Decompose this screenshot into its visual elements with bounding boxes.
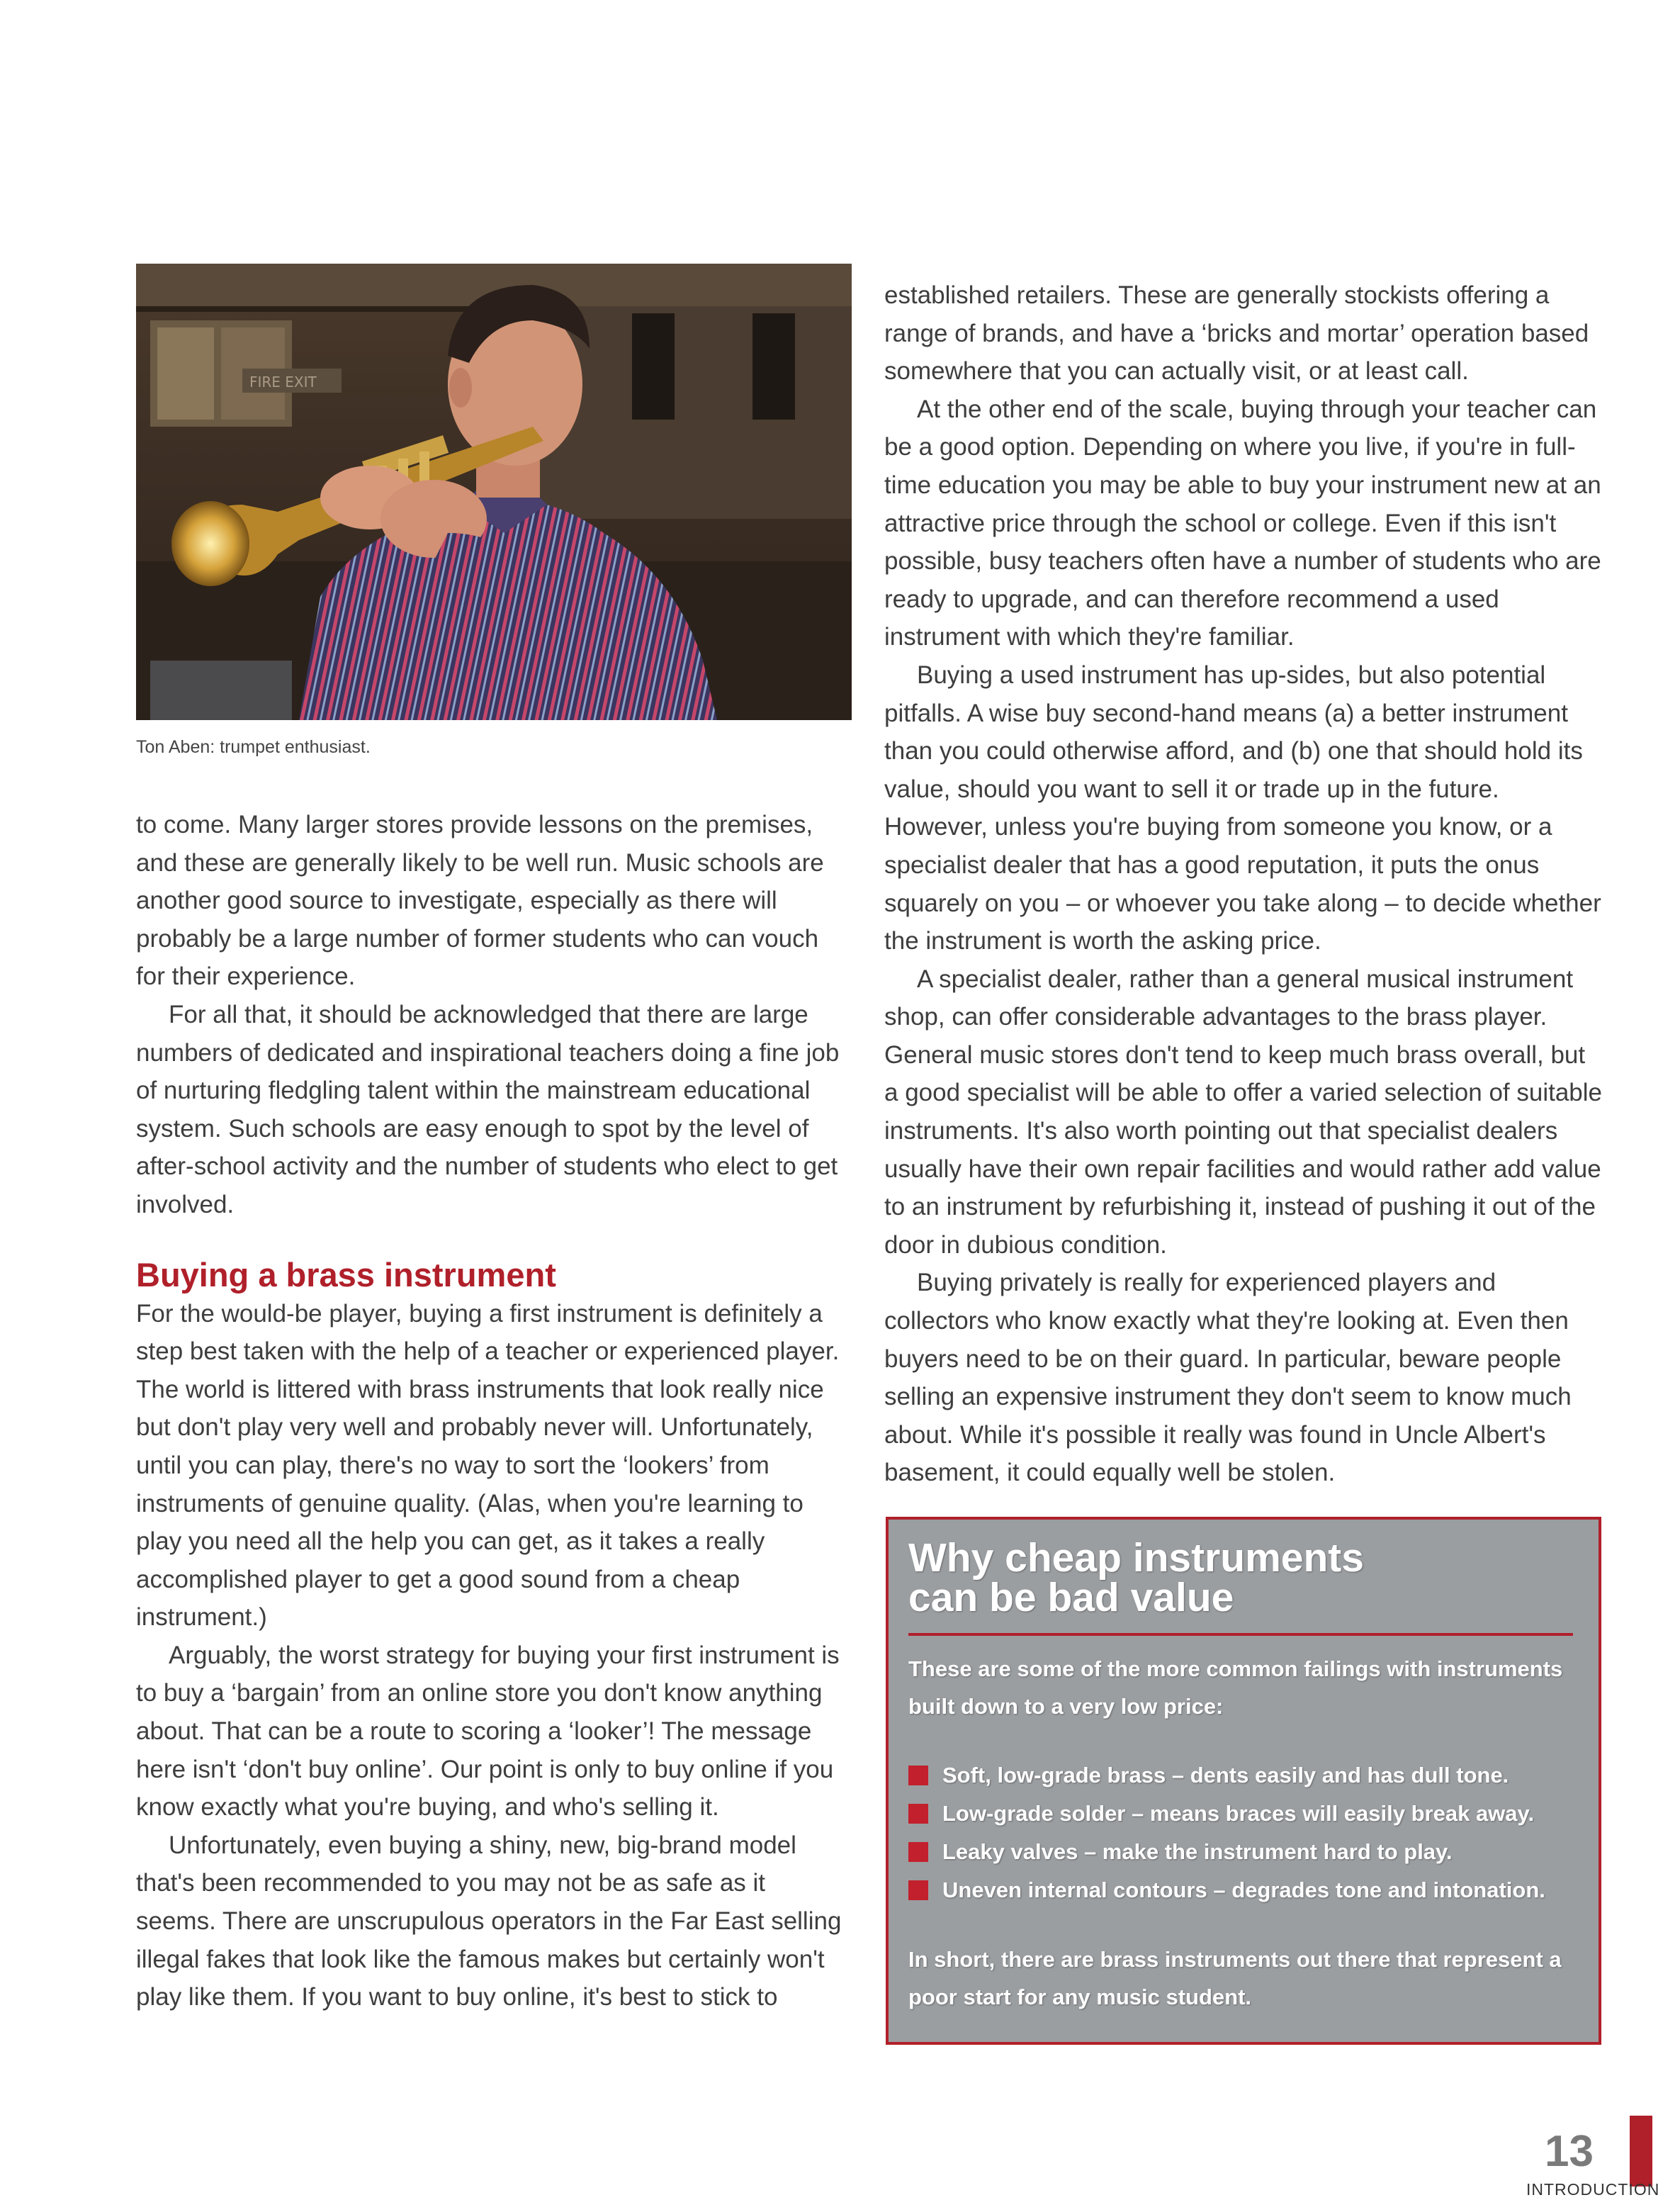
square-bullet-icon: [908, 1842, 928, 1862]
body-paragraph: For all that, it should be acknowledged that there are large numbers of dedicated and inspirational teachers doing a fine job of nurturing fledgling talent within the mainstream educational system. Such schools are easy enough to spot by the level of after-school activity and the number of students who elect to get involved.: [136, 1000, 840, 1218]
sidebar-title: [908, 1535, 1573, 1620]
body-paragraph: Arguably, the worst strategy for buying your first instrument is to buy a ‘bargain’ from an online store you don't know anything about. That can be a route to scoring a ‘looker’! The message here isn't ‘don't buy online’. Our point is only to buy online if you know exactly what you're buying, and who's selling it.: [136, 1641, 840, 1822]
sidebar-title-line2: can be bad value: [908, 1575, 1234, 1620]
fire-exit-sign: FIRE EXIT: [249, 374, 317, 391]
right-column: [884, 276, 1603, 1492]
list-item-text: Uneven internal contours – degrades tone and intonation.: [942, 1878, 1545, 1902]
body-paragraph: For the would-be player, buying a first instrument is definitely a step best taken with the help of a teacher or experienced player. The world is littered with brass instruments that look really nice but don't play very well and probably never will. Unfortunately, until you can play, there's no way to sort the ‘lookers’ from instruments of genuine quality. (Alas, when you're learning to play you need all the help you can get, as it takes a really accomplished player to get a good sound from a cheap instrument.): [136, 1299, 840, 1632]
square-bullet-icon: [908, 1804, 928, 1824]
photo-caption: Ton Aben: trumpet enthusiast.: [136, 737, 371, 757]
list-item: [908, 1833, 1573, 1871]
square-bullet-icon: [908, 1880, 928, 1900]
body-paragraph: At the other end of the scale, buying through your teacher can be a good option. Depending on where you live, if you're in full-time education you may be able to buy your instrument new at an attractive price through the school or college. Even if this isn't possible, busy teachers often have a number of students who are ready to upgrade, and can therefore recommend a used instrument with which they're familiar.: [884, 395, 1601, 651]
body-paragraph: A specialist dealer, rather than a general musical instrument shop, can offer considerable advantages to the brass player. General music stores don't tend to keep much brass overall, but a good specialist will be able to offer a varied selection of suitable instruments. It's also worth pointing out that specialist dealers usually have their own repair facilities and would rather add value to an instrument by refurbishing it, instead of pushing it out of the door in dubious condition.: [884, 965, 1603, 1259]
page-marker-bar: [1630, 2116, 1652, 2187]
list-item: [908, 1871, 1573, 1909]
left-column: [136, 806, 852, 2016]
section-heading: Buying a brass instrument: [136, 1255, 556, 1293]
page-number: 13: [1545, 2127, 1594, 2176]
sidebar-box: [886, 1517, 1601, 2045]
section-label: INTRODUCTION: [1526, 2180, 1660, 2199]
sidebar-list: [908, 1756, 1573, 1909]
photo-trumpet-player: [136, 264, 852, 720]
body-paragraph: Buying privately is really for experienced players and collectors who know exactly what they're looking at. Even then buyers need to be on their guard. In particular, beware people selling an expensive instrument they don't seem to know much about. While it's possible it really was found in Uncle Albert's basement, it could equally well be stolen.: [884, 1269, 1572, 1487]
body-paragraph: established retailers. These are generally stockists offering a range of brands, and have a ‘bricks and mortar’ operation based somewhere that you can actually visit, or at least call.: [884, 281, 1589, 386]
body-paragraph: Buying a used instrument has up-sides, but also potential pitfalls. A wise buy second-hand means (a) a better instrument than you could otherwise afford, and (b) one that should hold its value, should you want to sell it or trade up in the future. However, unless you're buying from someone you know, or a specialist dealer that has a good reputation, it puts the onus squarely on you – or whoever you take along – to decide whether the instrument is worth the asking price.: [884, 661, 1601, 955]
list-item: [908, 1795, 1573, 1833]
list-item-text: Low-grade solder – means braces will easily break away.: [942, 1801, 1535, 1826]
sidebar-divider: [908, 1633, 1573, 1636]
body-paragraph: to come. Many larger stores provide lessons on the premises, and these are generally likely to be well run. Music schools are another good source to investigate, especially as there will probably be a large number of former students who can vouch for their experience.: [136, 811, 824, 991]
body-paragraph: Unfortunately, even buying a shiny, new, big-brand model that's been recommended to you may not be as safe as it seems. There are unscrupulous operators in the Far East selling illegal fakes that look like the famous makes but certainly won't play like them. If you want to buy online, it's best to stick to: [136, 1831, 842, 2011]
sidebar-title-line1: Why cheap instruments: [908, 1535, 1364, 1581]
list-item-text: Soft, low-grade brass – dents easily and has dull tone.: [942, 1763, 1509, 1788]
list-item-text: Leaky valves – make the instrument hard to play.: [942, 1839, 1453, 1864]
square-bullet-icon: [908, 1766, 928, 1785]
sidebar-summary: In short, there are brass instruments out there that represent a poor start for any music student.: [908, 1947, 1562, 2009]
sidebar-intro: These are some of the more common failings with instruments built down to a very low price:: [908, 1656, 1563, 1719]
photo-illustration: [136, 264, 852, 720]
list-item: [908, 1756, 1573, 1795]
